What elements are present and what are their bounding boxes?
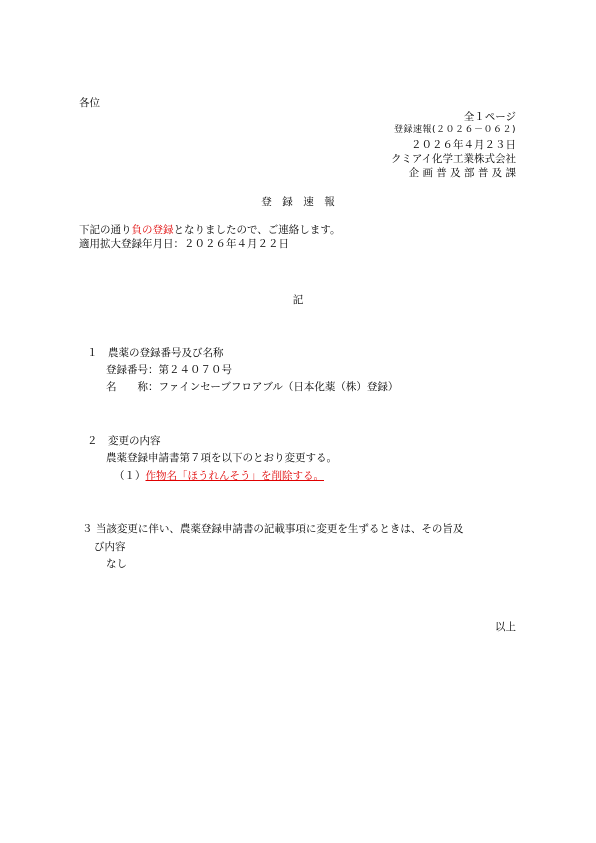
company-name: クミアイ化学工業株式会社: [390, 153, 516, 165]
change-item: [114, 470, 324, 484]
registration-number: 登録番号：第２４０７０号: [106, 364, 232, 376]
section-1-heading: １ 農薬の登録番号及び名称: [87, 347, 224, 359]
section-3-heading-line-1: ３ 当該変更に伴い、農薬登録申請書の記載事項に変更を生ずるときは、その旨及: [82, 523, 464, 535]
issue-date: ２０２６年４月２３日: [411, 139, 516, 151]
section-2-body: 農薬登録申請書第７項を以下のとおり変更する。: [106, 452, 337, 464]
section-2-heading: ２ 変更の内容: [87, 435, 161, 447]
ki-heading: 記: [292, 294, 304, 306]
intro-line-1: [79, 224, 340, 238]
intro-text-post: となりましたので、ご連絡します。: [173, 224, 341, 236]
negative-registration-highlight: 負の登録: [131, 224, 174, 236]
section-3-body: なし: [106, 558, 127, 570]
change-item-number: （１）: [114, 470, 146, 482]
closing-mark: 以上: [495, 621, 516, 633]
product-name: 名 称：ファインセーブフロアブル（日本化薬（株）登録）: [106, 381, 399, 393]
intro-text-pre: 下記の通り: [79, 224, 132, 236]
intro-line-2: 適用拡大登録年月日：２０２６年４月２２日: [79, 238, 289, 250]
section-3-heading-line-2: び内容: [94, 541, 126, 553]
addressee: 各位: [79, 97, 100, 109]
doc-number: 登録速報(２０２６－０６２): [393, 125, 516, 135]
department-name: 企 画 普 及 部 普 及 課: [408, 167, 516, 179]
document-title: 登 録 速 報: [261, 196, 335, 208]
change-item-text: 作物名「ほうれんそう」を削除する。: [145, 470, 324, 482]
page-info: 全１ページ: [463, 111, 516, 123]
